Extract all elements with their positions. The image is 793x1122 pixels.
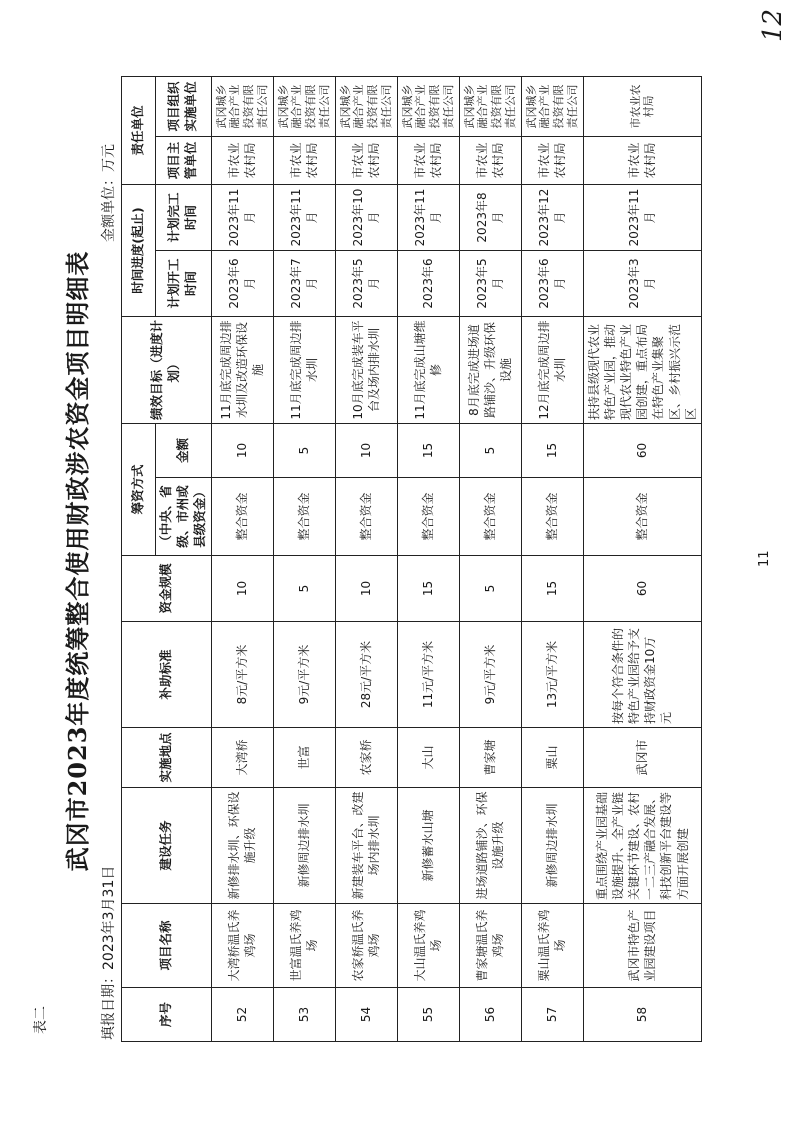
table-row xyxy=(335,76,397,1041)
cell-end: 2023年11月 xyxy=(273,184,335,250)
cell-location: 粟山 xyxy=(521,728,583,788)
cell-organizer: 武冈城乡融合产业投资有限责任公司 xyxy=(273,76,335,136)
cell-end: 2023年11月 xyxy=(397,184,459,250)
cell-supervisor: 市农业农村局 xyxy=(335,136,397,184)
table-row xyxy=(397,76,459,1041)
cell-task: 新建装车平台、改建场内排水圳 xyxy=(335,788,397,904)
cell-end: 2023年8月 xyxy=(459,184,521,250)
page-title: 武冈市2023年度统筹整合使用财政涉农资金项目明细表 xyxy=(63,250,92,872)
table-row xyxy=(273,76,335,1041)
cell-source: 整合资金 xyxy=(397,478,459,556)
cell-start: 2023年3月 xyxy=(583,250,701,316)
header-responsibility: 责任单位 xyxy=(122,76,156,184)
header-funding-source: （中央、省级、市州或县级资金） xyxy=(156,478,212,556)
cell-scale: 10 xyxy=(211,556,273,622)
cell-supervisor: 市农业农村局 xyxy=(583,136,701,184)
cell-end: 2023年11月 xyxy=(211,184,273,250)
cell-scale: 15 xyxy=(521,556,583,622)
cell-subsidy: 28元/平方米 xyxy=(335,622,397,728)
cell-location: 大山 xyxy=(397,728,459,788)
cell-target: 扶持县级现代农业特色产业园，推动现代农业特色产业园创建，重点布局在特色产业集聚区、乡村振兴示范区 xyxy=(583,316,701,423)
cell-task: 新修蓄水山塘 xyxy=(397,788,459,904)
cell-amount: 15 xyxy=(397,423,459,477)
cell-scale: 5 xyxy=(273,556,335,622)
cell-end: 2023年10月 xyxy=(335,184,397,250)
header-end: 计划完工时间 xyxy=(156,184,212,250)
cell-start: 2023年5月 xyxy=(335,250,397,316)
cell-amount: 10 xyxy=(335,423,397,477)
cell-task: 进场道路铺沙、环保设施升级 xyxy=(459,788,521,904)
header-target: 绩效目标（进度计划） xyxy=(122,316,212,423)
cell-subsidy: 8元/平方米 xyxy=(211,622,273,728)
page-number: 11 xyxy=(757,550,772,567)
cell-amount: 5 xyxy=(459,423,521,477)
header-scale: 资金规模 xyxy=(122,556,212,622)
cell-seq: 54 xyxy=(335,988,397,1042)
header-name: 项目名称 xyxy=(122,904,212,988)
header-organizer: 项目组织实施单位 xyxy=(156,76,212,136)
header-start: 计划开工时间 xyxy=(156,250,212,316)
cell-source: 整合资金 xyxy=(459,478,521,556)
header-subsidy: 补助标准 xyxy=(122,622,212,728)
cell-amount: 60 xyxy=(583,423,701,477)
cell-source: 整合资金 xyxy=(583,478,701,556)
cell-subsidy: 9元/平方米 xyxy=(459,622,521,728)
table-row xyxy=(459,76,521,1041)
cell-scale: 10 xyxy=(335,556,397,622)
cell-organizer: 武冈城乡融合产业投资有限责任公司 xyxy=(211,76,273,136)
cell-location: 世富 xyxy=(273,728,335,788)
cell-organizer: 武冈城乡融合产业投资有限责任公司 xyxy=(335,76,397,136)
cell-location: 曹家塘 xyxy=(459,728,521,788)
cell-name: 曹家塘温氏养鸡场 xyxy=(459,904,521,988)
header-task: 建设任务 xyxy=(122,788,212,904)
handwritten-page-number: 12 xyxy=(758,8,788,42)
header-schedule: 时间进度(起止) xyxy=(122,184,156,316)
cell-start: 2023年6月 xyxy=(211,250,273,316)
cell-target: 11月底完成周边排水圳 xyxy=(273,316,335,423)
table-row xyxy=(521,76,583,1041)
cell-seq: 56 xyxy=(459,988,521,1042)
cell-subsidy: 按每个符合条件的特色产业园给予支持财政资金10万元 xyxy=(583,622,701,728)
cell-amount: 10 xyxy=(211,423,273,477)
cell-name: 大山温氏养鸡场 xyxy=(397,904,459,988)
cell-start: 2023年5月 xyxy=(459,250,521,316)
table-row xyxy=(583,76,701,1041)
cell-end: 2023年11月 xyxy=(583,184,701,250)
cell-target: 8月底完成进场道路铺沙、升级环保设施 xyxy=(459,316,521,423)
cell-amount: 5 xyxy=(273,423,335,477)
cell-source: 整合资金 xyxy=(273,478,335,556)
cell-seq: 57 xyxy=(521,988,583,1042)
cell-task: 新修周边排水圳 xyxy=(521,788,583,904)
cell-supervisor: 市农业农村局 xyxy=(211,136,273,184)
cell-name: 世富温氏养鸡场 xyxy=(273,904,335,988)
cell-target: 11月底完成周边排水圳及改造环保设施 xyxy=(211,316,273,423)
header-seq: 序号 xyxy=(122,988,212,1042)
cell-supervisor: 市农业农村局 xyxy=(459,136,521,184)
cell-subsidy: 9元/平方米 xyxy=(273,622,335,728)
header-funding: 筹资方式 xyxy=(122,423,156,555)
cell-scale: 60 xyxy=(583,556,701,622)
cell-start: 2023年6 xyxy=(397,250,459,316)
cell-source: 整合资金 xyxy=(521,478,583,556)
cell-organizer: 市农业农村局 xyxy=(583,76,701,136)
cell-task: 重点围绕产业园基础设施提升、全产业链关键环节建设、农村一二三产融合发展、科技创新平台建设等方面开展创建 xyxy=(583,788,701,904)
cell-amount: 15 xyxy=(521,423,583,477)
cell-name: 大湾桥温氏养鸡场 xyxy=(211,904,273,988)
cell-organizer: 武冈城乡融合产业投资有限责任公司 xyxy=(521,76,583,136)
cell-source: 整合资金 xyxy=(211,478,273,556)
cell-seq: 53 xyxy=(273,988,335,1042)
cell-subsidy: 11元/平方米 xyxy=(397,622,459,728)
table-row xyxy=(211,76,273,1041)
cell-target: 10月底完成装车平台及场内排水圳 xyxy=(335,316,397,423)
cell-location: 大湾桥 xyxy=(211,728,273,788)
fill-date: 填报日期：2023年3月31日 xyxy=(101,865,117,1040)
header-location: 实施地点 xyxy=(122,728,212,788)
cell-subsidy: 13元/平方米 xyxy=(521,622,583,728)
cell-supervisor: 市农业农村局 xyxy=(521,136,583,184)
cell-organizer: 武冈城乡融合产业投资有限责任公司 xyxy=(397,76,459,136)
header-supervisor: 项目主管单位 xyxy=(156,136,212,184)
header-funding-amount: 金额 xyxy=(156,423,212,477)
project-table xyxy=(121,76,702,1042)
cell-seq: 58 xyxy=(583,988,701,1042)
cell-start: 2023年6月 xyxy=(521,250,583,316)
cell-end: 2023年12月 xyxy=(521,184,583,250)
cell-seq: 55 xyxy=(397,988,459,1042)
cell-scale: 15 xyxy=(397,556,459,622)
table-label: 表二 xyxy=(33,1006,49,1034)
cell-organizer: 武冈城乡融合产业投资有限责任公司 xyxy=(459,76,521,136)
cell-target: 12月底完成周边排水圳 xyxy=(521,316,583,423)
cell-name: 粟山温氏养鸡场 xyxy=(521,904,583,988)
cell-location: 农家桥 xyxy=(335,728,397,788)
amount-unit: 金额单位：万元 xyxy=(101,144,117,242)
cell-supervisor: 市农业农村局 xyxy=(273,136,335,184)
cell-supervisor: 市农业农村局 xyxy=(397,136,459,184)
cell-name: 农家桥温氏养鸡场 xyxy=(335,904,397,988)
cell-seq: 52 xyxy=(211,988,273,1042)
cell-target: 11月底完成山塘维修 xyxy=(397,316,459,423)
cell-location: 武冈市 xyxy=(583,728,701,788)
cell-start: 2023年7月 xyxy=(273,250,335,316)
cell-task: 新修周边排水圳 xyxy=(273,788,335,904)
cell-name: 武冈市特色产业园建设项目 xyxy=(583,904,701,988)
cell-source: 整合资金 xyxy=(335,478,397,556)
cell-scale: 5 xyxy=(459,556,521,622)
cell-task: 新修排水圳、环保设施升级 xyxy=(211,788,273,904)
